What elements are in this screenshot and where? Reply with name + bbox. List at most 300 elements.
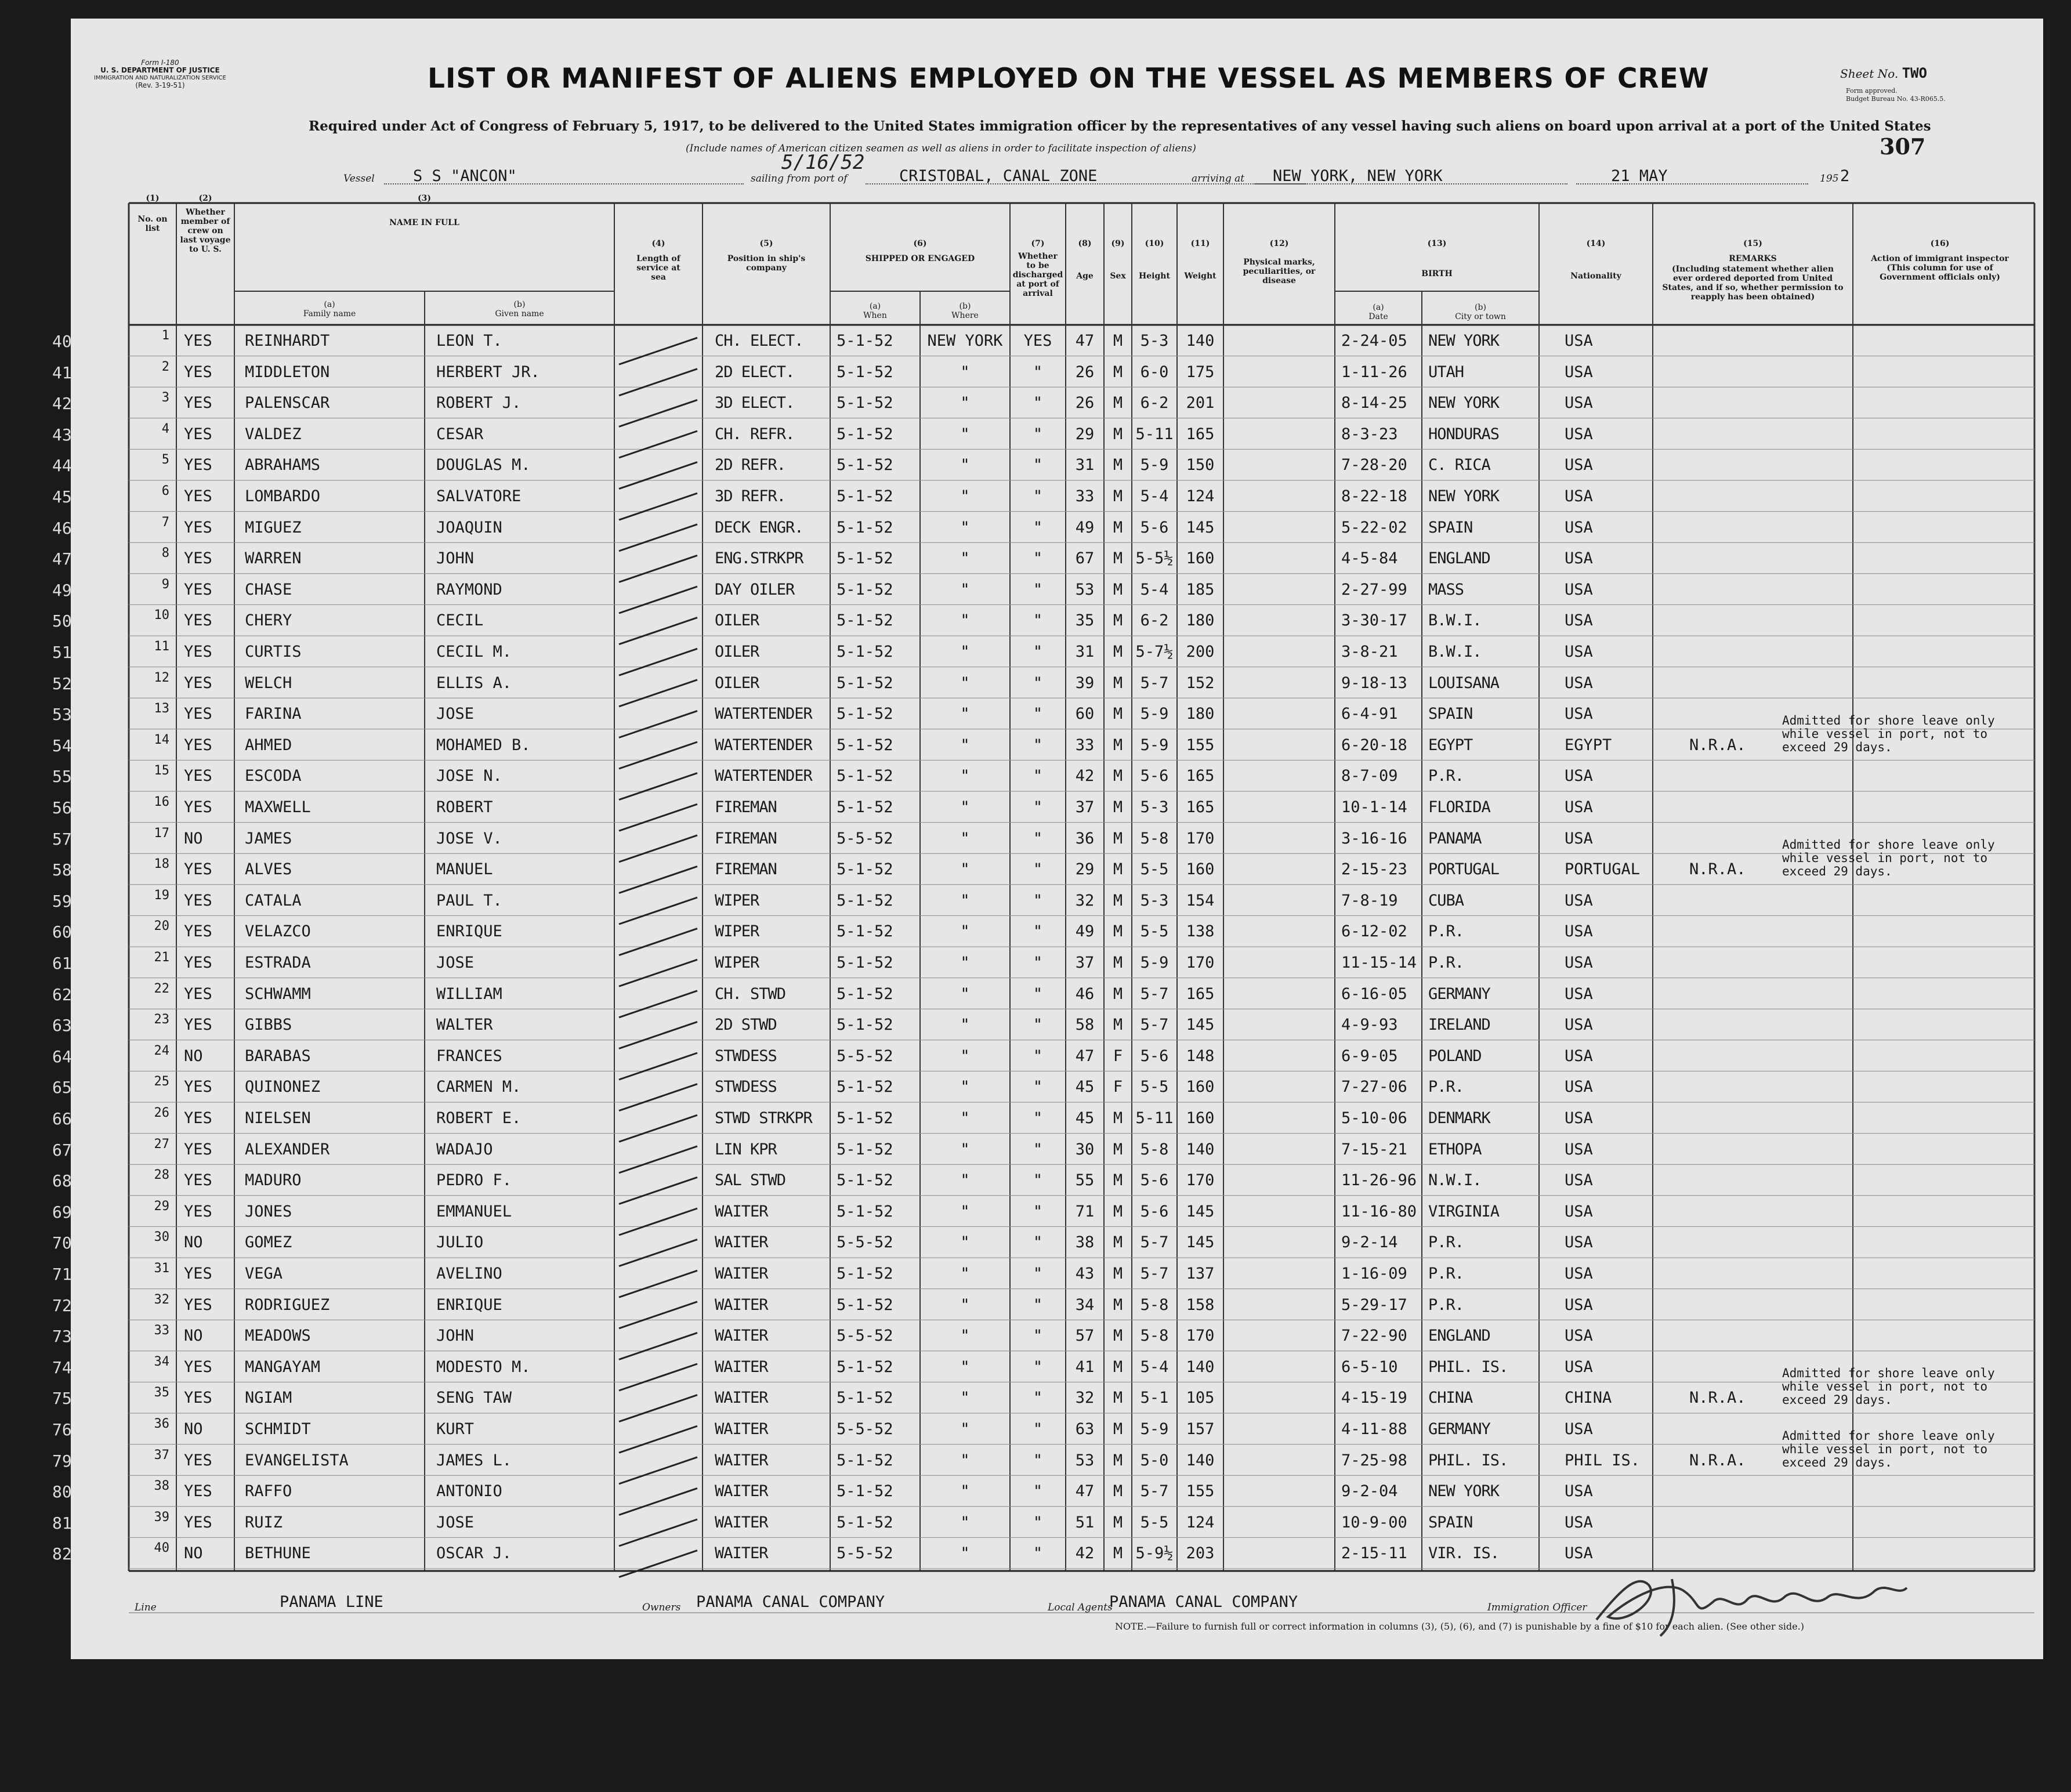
row-line-number: 47 — [52, 549, 72, 569]
subnote: (Include names of American citizen seamen as well as aliens in order to facilitate inspection of aliens) — [686, 143, 1196, 154]
row-family-name: QUINONEZ — [245, 1078, 321, 1096]
stamp-line: Admitted for shore leave only — [1782, 1366, 1995, 1381]
row-weight: 137 — [1186, 1265, 1215, 1283]
row-shipped-where: " — [960, 860, 970, 879]
row-height: 5-9 — [1140, 954, 1169, 972]
service-length-stroke — [619, 1177, 697, 1204]
col-15-header — [1653, 239, 1853, 302]
row-nationality: USA — [1565, 332, 1593, 350]
row-given-name: KURT — [436, 1420, 475, 1438]
row-family-name: CATALA — [245, 891, 302, 910]
row-prev-voyage: YES — [184, 767, 212, 785]
row-given-name: JOSE N. — [436, 767, 502, 785]
row-shipped-where: " — [960, 487, 970, 505]
row-family-name: MANGAYAM — [245, 1357, 321, 1376]
row-sex: M — [1113, 1327, 1123, 1345]
row-weight: 165 — [1186, 767, 1215, 785]
row-position: FIREMAN — [715, 829, 777, 848]
row-shipped-when: 5-1-52 — [837, 922, 893, 941]
row-weight: 160 — [1186, 549, 1215, 568]
row-sex: M — [1113, 705, 1123, 723]
row-prev-voyage: YES — [184, 954, 212, 972]
row-birth-city: DENMARK — [1428, 1109, 1490, 1127]
service-length-stroke — [619, 431, 697, 458]
row-no: 1 — [161, 328, 169, 343]
row-family-name: GOMEZ — [245, 1233, 292, 1252]
row-shipped-when: 5-1-52 — [837, 549, 893, 568]
row-birth-date: 7-27-06 — [1341, 1078, 1407, 1096]
row-discharged: " — [1033, 1482, 1043, 1501]
row-height: 6-2 — [1140, 394, 1169, 412]
row-weight: 200 — [1186, 643, 1215, 661]
row-position: 3D REFR. — [715, 487, 786, 505]
row-prev-voyage: YES — [184, 611, 212, 630]
service-length-stroke — [619, 1208, 697, 1235]
service-length-stroke — [619, 1488, 697, 1515]
row-nationality: USA — [1565, 984, 1593, 1003]
row-birth-date: 7-8-19 — [1341, 891, 1398, 910]
service: IMMIGRATION AND NATURALIZATION SERVICE — [94, 75, 226, 81]
row-discharged: " — [1033, 1233, 1043, 1252]
row-given-name: MOHAMED B. — [436, 736, 531, 754]
row-shipped-where: " — [960, 1295, 970, 1314]
service-length-stroke — [619, 897, 697, 924]
row-discharged: " — [1033, 860, 1043, 879]
row-position: WATERTENDER — [715, 705, 812, 723]
row-family-name: ESTRADA — [245, 954, 311, 972]
row-nationality: USA — [1565, 922, 1593, 941]
row-height: 5-7½ — [1135, 643, 1174, 661]
row-position: WAITER — [715, 1202, 768, 1221]
row-nationality: USA — [1565, 1171, 1593, 1190]
row-sex: M — [1113, 643, 1123, 661]
row-birth-date: 3-8-21 — [1341, 643, 1398, 661]
service-length-stroke — [619, 1270, 697, 1297]
service-length-stroke — [619, 1302, 697, 1328]
row-shipped-when: 5-1-52 — [837, 891, 893, 910]
row-discharged: " — [1033, 1420, 1043, 1438]
row-nationality: USA — [1565, 425, 1593, 443]
row-line-number: 45 — [52, 487, 72, 506]
row-position: WIPER — [715, 954, 759, 972]
row-age: 58 — [1075, 1016, 1095, 1034]
row-no: 36 — [154, 1417, 169, 1431]
row-prev-voyage: YES — [184, 1389, 212, 1407]
row-age: 42 — [1075, 767, 1095, 785]
col-5-header — [703, 239, 830, 273]
row-weight: 203 — [1186, 1544, 1215, 1563]
row-birth-date: 8-3-23 — [1341, 425, 1398, 443]
service-length-stroke — [619, 835, 697, 862]
row-no: 2 — [161, 359, 169, 374]
page-number: 307 — [1880, 133, 1926, 160]
col-9-num: (9) — [1111, 239, 1125, 248]
row-birth-date: 8-22-18 — [1341, 487, 1407, 505]
row-shipped-where: " — [960, 891, 970, 910]
row-birth-date: 2-15-23 — [1341, 860, 1407, 879]
col-2-num: (2) — [198, 194, 212, 203]
col-2-title: Whether member of crew on last voyage to U. S. — [180, 208, 231, 254]
row-sex: M — [1113, 1295, 1123, 1314]
col-10-num: (10) — [1145, 239, 1164, 248]
row-nationality: USA — [1565, 798, 1593, 816]
row-given-name: JULIO — [436, 1233, 484, 1252]
vessel-label: Vessel — [343, 173, 375, 184]
row-sex: M — [1113, 767, 1123, 785]
revision: (Rev. 3-19-51) — [135, 81, 185, 89]
row-nationality: USA — [1565, 1513, 1593, 1532]
row-height: 5-5½ — [1135, 549, 1174, 568]
year-prefix: 195 — [1820, 173, 1839, 184]
row-line-number: 70 — [52, 1233, 72, 1253]
col-4-title: Length of service at sea — [636, 254, 680, 282]
col-13a-title: Date — [1368, 312, 1388, 321]
row-nationality: USA — [1565, 1078, 1593, 1096]
row-prev-voyage: YES — [184, 860, 212, 879]
row-given-name: CECIL — [436, 611, 484, 630]
sailing-port: CRISTOBAL, CANAL ZONE — [899, 167, 1098, 185]
row-birth-date: 6-16-05 — [1341, 984, 1407, 1003]
row-prev-voyage: NO — [184, 1544, 203, 1563]
row-sex: M — [1113, 363, 1123, 381]
row-birth-date: 9-2-14 — [1341, 1233, 1398, 1252]
service-length-stroke — [619, 1240, 697, 1266]
row-discharged: " — [1033, 580, 1043, 599]
form-number: Form I-180 — [141, 59, 179, 67]
row-position: DECK ENGR. — [715, 518, 803, 537]
row-weight: 170 — [1186, 829, 1215, 848]
footer-agents-label: Local Agents — [1048, 1602, 1113, 1613]
row-family-name: ABRAHAMS — [245, 456, 321, 475]
row-prev-voyage: YES — [184, 1295, 212, 1314]
row-age: 60 — [1075, 705, 1095, 723]
col-12-title: Physical marks, peculiarities, or disease — [1243, 258, 1316, 285]
row-birth-date: 9-18-13 — [1341, 674, 1407, 692]
row-age: 46 — [1075, 984, 1095, 1003]
col-15-subtitle: (Including statement whether alien ever ordered deported from United States, and if so, whether permission to reapply has been obtained) — [1662, 265, 1844, 302]
row-birth-city: CUBA — [1428, 891, 1464, 910]
row-sex: M — [1113, 736, 1123, 754]
row-position: WATERTENDER — [715, 736, 812, 754]
col-13-title: BIRTH — [1421, 269, 1453, 278]
row-given-name: JOSE — [436, 1513, 475, 1532]
stamp-line: while vessel in port, not to — [1782, 1380, 1988, 1394]
row-position: 3D ELECT. — [715, 394, 795, 412]
row-birth-date: 5-29-17 — [1341, 1295, 1407, 1314]
row-weight: 150 — [1186, 456, 1215, 475]
row-shipped-when: 5-1-52 — [837, 674, 893, 692]
col-1-header — [129, 194, 176, 233]
row-discharged: " — [1033, 1140, 1043, 1159]
row-weight: 165 — [1186, 425, 1215, 443]
manifest-sheet — [52, 19, 2043, 1659]
row-given-name: JOHN — [436, 1327, 475, 1345]
row-shipped-where: " — [960, 1078, 970, 1096]
subtitle: Required under Act of Congress of February 5, 1917, to be delivered to the United States immigration officer by the representatives of any vessel having such aliens on board upon arrival at a port of the United States — [309, 118, 1931, 134]
col-13a-letter: (a) — [1373, 303, 1384, 312]
service-length-stroke — [619, 1457, 697, 1484]
col-14-header — [1539, 239, 1653, 281]
service-length-stroke — [619, 929, 697, 955]
row-no: 35 — [154, 1385, 169, 1400]
row-shipped-where: " — [960, 425, 970, 443]
row-given-name: HERBERT JR. — [436, 363, 540, 381]
row-shipped-when: 5-1-52 — [837, 518, 893, 537]
row-family-name: WELCH — [245, 674, 292, 692]
row-discharged: " — [1033, 798, 1043, 816]
stamp-line: Admitted for shore leave only — [1782, 1428, 1995, 1443]
year-digit: 2 — [1840, 167, 1850, 185]
row-nationality: USA — [1565, 1544, 1593, 1563]
row-shipped-where: " — [960, 984, 970, 1003]
row-birth-city: SPAIN — [1428, 518, 1473, 537]
row-position: OILER — [715, 643, 759, 661]
row-shipped-where: " — [960, 363, 970, 381]
row-line-number: 68 — [52, 1171, 72, 1191]
row-no: 13 — [154, 701, 169, 716]
col-13-header — [1335, 239, 1539, 278]
row-age: 36 — [1075, 829, 1095, 848]
row-weight: 160 — [1186, 1078, 1215, 1096]
row-shipped-when: 5-5-52 — [837, 829, 893, 848]
row-position: 2D STWD — [715, 1016, 777, 1034]
row-shipped-where: " — [960, 1265, 970, 1283]
row-birth-city: VIRGINIA — [1428, 1202, 1500, 1221]
row-prev-voyage: YES — [184, 984, 212, 1003]
row-nationality: USA — [1565, 1420, 1593, 1438]
row-shipped-where: NEW YORK — [927, 332, 1003, 350]
row-birth-city: IRELAND — [1428, 1016, 1490, 1034]
row-weight: 140 — [1186, 1357, 1215, 1376]
row-height: 5-3 — [1140, 891, 1169, 910]
col-16-num: (16) — [1930, 239, 1950, 248]
row-discharged: " — [1033, 984, 1043, 1003]
row-given-name: ENRIQUE — [436, 1295, 502, 1314]
row-discharged: " — [1033, 1171, 1043, 1190]
row-given-name: ELLIS A. — [436, 674, 512, 692]
row-shipped-when: 5-1-52 — [837, 1389, 893, 1407]
col-4-num: (4) — [651, 239, 665, 248]
row-shipped-when: 5-1-52 — [837, 425, 893, 443]
footer-note: NOTE.—Failure to furnish full or correct information in columns (3), (5), (6), and (7) is punishable by a fine of $10 for each alien. (See other side.) — [1115, 1621, 1804, 1632]
row-given-name: JAMES L. — [436, 1451, 512, 1469]
row-birth-date: 1-11-26 — [1341, 363, 1407, 381]
service-length-stroke — [619, 1395, 697, 1422]
row-age: 63 — [1075, 1420, 1095, 1438]
row-sex: M — [1113, 891, 1123, 910]
row-line-number: 65 — [52, 1078, 72, 1098]
row-birth-city: SPAIN — [1428, 705, 1473, 723]
row-given-name: CECIL M. — [436, 643, 512, 661]
row-position: FIREMAN — [715, 860, 777, 879]
row-given-name: DOUGLAS M. — [436, 456, 531, 475]
row-weight: 165 — [1186, 984, 1215, 1003]
row-shipped-where: " — [960, 829, 970, 848]
row-shipped-when: 5-1-52 — [837, 363, 893, 381]
row-sex: M — [1113, 922, 1123, 941]
row-birth-date: 5-10-06 — [1341, 1109, 1407, 1127]
row-sex: M — [1113, 1513, 1123, 1532]
row-nationality: USA — [1565, 1047, 1593, 1065]
stamp-line: exceed 29 days. — [1782, 740, 1892, 754]
row-family-name: CHASE — [245, 580, 292, 599]
row-birth-city: P.R. — [1428, 922, 1464, 941]
row-no: 15 — [154, 763, 169, 779]
row-sex: M — [1113, 1171, 1123, 1190]
department: U. S. DEPARTMENT OF JUSTICE — [100, 66, 220, 74]
row-family-name: NIELSEN — [245, 1109, 311, 1127]
row-line-number: 73 — [52, 1327, 72, 1346]
row-birth-date: 2-24-05 — [1341, 332, 1407, 350]
row-prev-voyage: YES — [184, 922, 212, 941]
row-shipped-where: " — [960, 1233, 970, 1252]
row-given-name: JOAQUIN — [436, 518, 502, 537]
row-position: LIN KPR — [715, 1140, 777, 1159]
row-no: 9 — [161, 577, 169, 592]
row-shipped-where: " — [960, 736, 970, 754]
row-family-name: CHERY — [245, 611, 292, 630]
row-sex: M — [1113, 1451, 1123, 1469]
row-shipped-where: " — [960, 1420, 970, 1438]
row-shipped-when: 5-1-52 — [837, 580, 893, 599]
col-4-header — [614, 239, 703, 282]
row-height: 5-9 — [1140, 456, 1169, 475]
row-position: OILER — [715, 674, 759, 692]
row-family-name: NGIAM — [245, 1389, 292, 1407]
row-birth-city: N.W.I. — [1428, 1171, 1482, 1190]
row-sex: M — [1113, 1016, 1123, 1034]
shore-leave-stamp — [1782, 838, 1995, 878]
row-weight: 180 — [1186, 705, 1215, 723]
row-weight: 145 — [1186, 1016, 1215, 1034]
row-birth-city: POLAND — [1428, 1047, 1482, 1065]
row-birth-date: 3-16-16 — [1341, 829, 1407, 848]
row-line-number: 43 — [52, 425, 72, 444]
row-sex: M — [1113, 611, 1123, 630]
row-height: 5-9½ — [1135, 1544, 1174, 1563]
row-given-name: PAUL T. — [436, 891, 502, 910]
row-shipped-where: " — [960, 1451, 970, 1469]
row-family-name: CURTIS — [245, 643, 302, 661]
row-birth-date: 4-5-84 — [1341, 549, 1398, 568]
row-weight: 170 — [1186, 1327, 1215, 1345]
stamp-line: Admitted for shore leave only — [1782, 838, 1995, 852]
row-position: WAITER — [715, 1357, 768, 1376]
row-line-number: 51 — [52, 643, 72, 662]
row-position: CH. REFR. — [715, 425, 795, 443]
row-birth-date: 6-20-18 — [1341, 736, 1407, 754]
row-discharged: YES — [1023, 332, 1052, 350]
row-age: 26 — [1075, 394, 1095, 412]
row-discharged: " — [1033, 549, 1043, 568]
row-weight: 157 — [1186, 1420, 1215, 1438]
col-13a-header — [1335, 303, 1422, 321]
row-discharged: " — [1033, 363, 1043, 381]
row-nationality: USA — [1565, 518, 1593, 537]
row-age: 33 — [1075, 487, 1095, 505]
row-shipped-where: " — [960, 1544, 970, 1563]
row-shipped-where: " — [960, 1016, 970, 1034]
page-title: LIST OR MANIFEST OF ALIENS EMPLOYED ON THE VESSEL AS MEMBERS OF CREW — [428, 63, 1710, 95]
row-birth-date: 3-30-17 — [1341, 611, 1407, 630]
row-given-name: ANTONIO — [436, 1482, 502, 1501]
row-prev-voyage: NO — [184, 1233, 203, 1252]
row-no: 39 — [154, 1509, 169, 1525]
row-no: 37 — [154, 1447, 169, 1462]
row-height: 5-11 — [1135, 425, 1174, 443]
row-given-name: FRANCES — [436, 1047, 502, 1065]
row-family-name: ALEXANDER — [245, 1140, 330, 1159]
row-family-name: RODRIGUEZ — [245, 1295, 330, 1314]
row-discharged: " — [1033, 891, 1043, 910]
col-8-title: Age — [1076, 271, 1094, 281]
row-height: 5-8 — [1140, 1295, 1169, 1314]
row-shipped-where: " — [960, 580, 970, 599]
row-prev-voyage: YES — [184, 1357, 212, 1376]
stamp-line: while vessel in port, not to — [1782, 851, 1988, 866]
row-age: 35 — [1075, 611, 1095, 630]
row-birth-date: 9-2-04 — [1341, 1482, 1398, 1501]
row-position: STWDESS — [715, 1047, 777, 1065]
row-line-number: 44 — [52, 456, 72, 476]
row-weight: 155 — [1186, 1482, 1215, 1501]
row-age: 57 — [1075, 1327, 1095, 1345]
col-10-title: Height — [1139, 271, 1170, 281]
row-prev-voyage: YES — [184, 1513, 212, 1532]
col-16-header — [1853, 239, 2027, 282]
row-line-number: 67 — [52, 1140, 72, 1160]
row-family-name: RUIZ — [245, 1513, 283, 1532]
row-sex: M — [1113, 954, 1123, 972]
row-no: 24 — [154, 1043, 169, 1058]
row-birth-date: 7-25-98 — [1341, 1451, 1407, 1469]
row-nationality: USA — [1565, 487, 1593, 505]
col-16-subtitle: (This column for use of Government officials only) — [1880, 263, 2000, 282]
col-6b-title: Where — [951, 311, 979, 320]
row-no: 32 — [154, 1292, 169, 1307]
row-discharged: " — [1033, 1513, 1043, 1532]
row-age: 41 — [1075, 1357, 1095, 1376]
row-shipped-where: " — [960, 1513, 970, 1532]
col-3-num: (3) — [418, 194, 431, 203]
footer-officer-label: Immigration Officer — [1487, 1602, 1587, 1613]
row-no: 6 — [161, 484, 169, 498]
row-prev-voyage: YES — [184, 1451, 212, 1469]
row-discharged: " — [1033, 1109, 1043, 1127]
row-weight: 170 — [1186, 954, 1215, 972]
row-no: 29 — [154, 1199, 169, 1214]
row-birth-date: 6-9-05 — [1341, 1047, 1398, 1065]
shore-leave-stamp — [1782, 1429, 1995, 1469]
row-weight: 201 — [1186, 394, 1215, 412]
service-length-stroke — [619, 618, 697, 645]
row-line-number: 66 — [52, 1109, 72, 1128]
row-birth-date: 7-15-21 — [1341, 1140, 1407, 1159]
row-prev-voyage: YES — [184, 580, 212, 599]
service-length-stroke — [619, 369, 697, 396]
row-shipped-where: " — [960, 1357, 970, 1376]
row-birth-city: P.R. — [1428, 1078, 1464, 1096]
row-age: 39 — [1075, 674, 1095, 692]
row-no: 4 — [161, 421, 169, 436]
row-no: 21 — [154, 950, 169, 965]
col-3-title: NAME IN FULL — [389, 218, 459, 227]
row-sex: M — [1113, 1265, 1123, 1283]
shore-leave-stamp — [1782, 714, 1995, 754]
row-family-name: GIBBS — [245, 1016, 292, 1034]
row-height: 5-11 — [1135, 1109, 1174, 1127]
col-1-num: (1) — [146, 194, 160, 203]
